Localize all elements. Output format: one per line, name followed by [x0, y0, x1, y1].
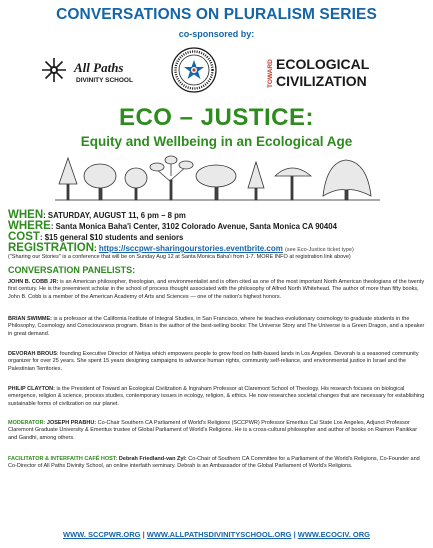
- bio-swimme: [8, 316, 426, 338]
- event-title: ECO – JUSTICE:: [118, 104, 315, 131]
- footer-link-sccpwr[interactable]: WWW. SCCPWR.ORG: [62, 530, 141, 539]
- bio-swimme-name: BRIAN SWIMME:: [8, 316, 52, 322]
- footer-sep-1: |: [140, 530, 147, 539]
- bio-cobb-name: JOHN B. COBB JR:: [8, 279, 59, 285]
- when-label: WHEN: [8, 209, 44, 221]
- bio-clayton-text: is the President of Toward an Ecological Civilization & Ingraham Professor at Claremont School of Theology. His research focuses on biological emergence, religion & science, process studies, contemporary issues in ecology, religion, & ethics. He now researches societal changes that are necessary for establishing sustainable forms of civilization on our planet.: [8, 386, 425, 407]
- footer-link-allpaths[interactable]: WWW.ALLPATHSDIVINITYSCHOOL.ORG: [146, 530, 292, 539]
- bio-swimme-text: is a professor at the California Institute of Integral Studies, in San Francisco, where he teaches evolutionary cosmology to graduate students in the Philosophy, Cosmology and Consciousness program. Brian is the author of the best-selling books: The Universe Story and The Universe is a Green Dragon, and a speaker in great demand.: [8, 316, 425, 337]
- registration-note: (see Eco-Justice ticket type): [285, 247, 354, 253]
- bio-clayton-name: PHILIP CLAYTON:: [8, 386, 55, 392]
- where-label: WHERE: [8, 220, 51, 232]
- footer-link-ecociv[interactable]: WWW.ECOCIV. ORG: [297, 530, 370, 539]
- footer-sep-2: |: [291, 530, 298, 539]
- bio-moderator: [8, 420, 426, 442]
- eco-civ-line2: CIVILIZATION: [276, 73, 367, 89]
- series-title: CONVERSATIONS ON PLURALISM SERIES: [56, 6, 377, 23]
- registration-colon: :: [94, 244, 99, 253]
- conference-footnote: ("Sharing our Stories" is a conference that will be on Sunday Aug 12 at Santa Monica Baha'i from 1-7. MORE INFO at registration link above): [8, 254, 351, 260]
- bio-facilitator-name: Debrah Friedland-van Zyl:: [117, 456, 187, 462]
- bio-brous-name: DEVORAH BROUS: [8, 351, 57, 357]
- bio-facilitator-role: FACILITATOR & INTERFAITH CAFÉ HOST:: [8, 456, 118, 462]
- registration-label: REGISTRATION: [8, 242, 95, 254]
- bio-moderator-role: MODERATOR:: [8, 420, 46, 426]
- bio-facilitator-text: Co-Chair of Southern CA Committee for a Parliament of the World's Religions, Co-Founder and Co-Director of All Paths Divinity School, an online interfaith seminary. Debrah is an Ambassador of the Global Parliament of World's Religions.: [8, 456, 420, 470]
- bio-moderator-text: Co-Chair Southern CA Parliament of World's Religions (SCCPWR) Professor Emeritus Cal State Los Angeles, Adjunct Professor Claremont Graduate University & Emeritus trustee of Global Parliament of World's Religions. He is a cross-cultural philosopher and author of books on Raimon Panikkar and Gandhi, among others.: [8, 420, 418, 441]
- eco-civ-toward: TOWARD: [267, 59, 274, 88]
- bio-brous-text: : founding Executive Director of Netiya which empowers people to grow food on faith-based lands in Los Angeles. Devorah is a seasoned community organizer for over 25 years. She spent 15 years designing campaigns to advance human rights, community self-reliance, and environmental justice in Israel and the Palestinian Territories.: [8, 351, 419, 372]
- bio-cobb: [8, 279, 426, 301]
- all-paths-subtitle: DIVINITY SCHOOL: [76, 77, 133, 84]
- registration-link[interactable]: https://sccpwr-sharingourstories.eventbrite.com: [98, 244, 283, 253]
- all-paths-name: All Paths: [74, 60, 124, 75]
- trees-illustration: [55, 154, 380, 204]
- bio-facilitator: [8, 456, 426, 471]
- cosponsored-label: co-sponsored by:: [178, 29, 255, 39]
- where-value: : Santa Monica Baha'i Center, 3102 Colorado Avenue, Santa Monica CA 90404: [50, 222, 337, 231]
- when-value: : SATURDAY, AUGUST 11, 6 pm – 8 pm: [43, 211, 186, 220]
- panelists-heading: CONVERSATION PANELISTS:: [8, 265, 136, 275]
- bio-brous: [8, 351, 426, 373]
- sccpwr-seal-logo: [170, 46, 218, 94]
- sponsor-logos: [0, 44, 433, 94]
- cost-value: : $15 general $10 students and seniors: [39, 233, 184, 242]
- bio-cobb-text: is an American philosopher, theologian, and environmentalist and is often cited as one of the most important North American theologians of the twenty first century. He is the preeminent scholar in the school of process thought associated with the philosophy of Alfred North Whitehead. The author of more than fifty books, John B. Cobb is a member of the American Academy of Arts and Sciences — one of the nation's highest honors.: [8, 279, 425, 300]
- cost-label: COST: [8, 231, 40, 243]
- event-subtitle: Equity and Wellbeing in an Ecological Age: [80, 134, 353, 149]
- footer-links: [0, 530, 433, 539]
- registration-row: [8, 242, 428, 254]
- eco-civ-line1: ECOLOGICAL: [276, 56, 370, 72]
- bio-clayton: [8, 386, 426, 408]
- bio-moderator-name: JOSEPH PRABHU:: [45, 420, 97, 426]
- ecological-civilization-logo: [264, 54, 374, 90]
- all-paths-logo: [40, 56, 150, 86]
